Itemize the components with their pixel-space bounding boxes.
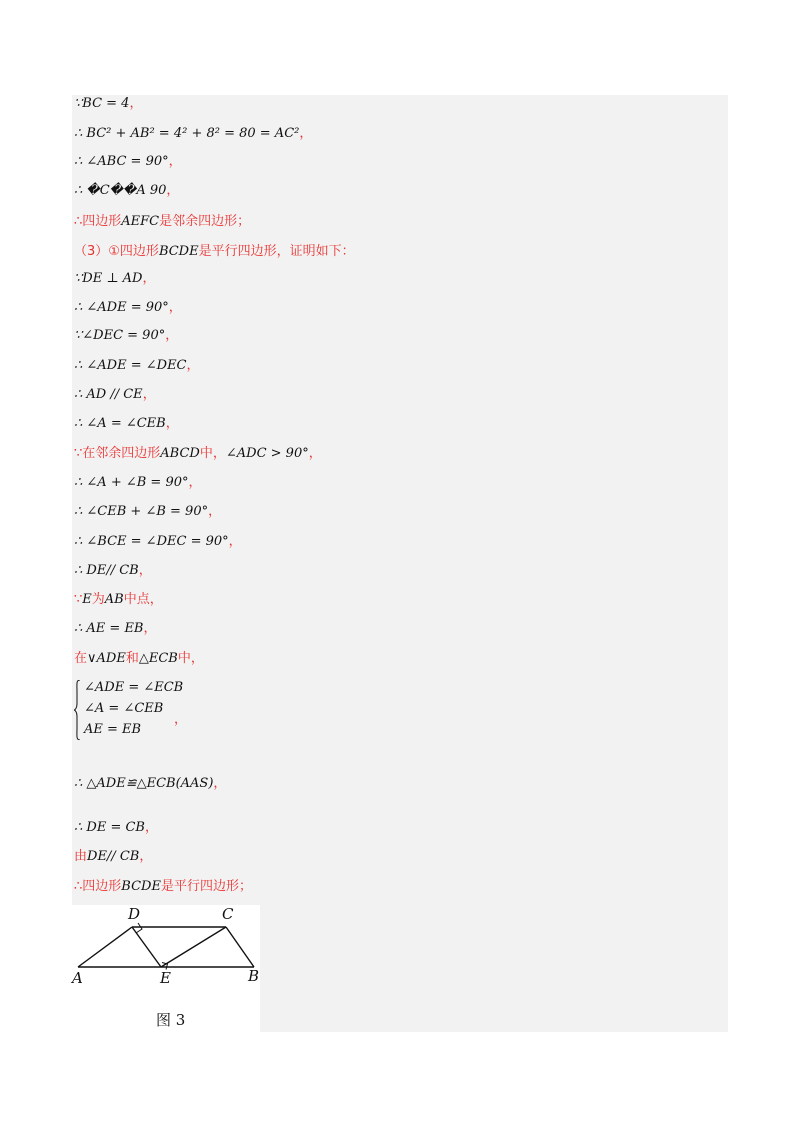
geometry-figure (72, 905, 260, 1032)
proof-line-2: ∴ BC² + AB² = 4² + 8² = 80 = AC²， (74, 126, 313, 141)
proof-line-17: ∴ DE// CB， (74, 563, 152, 578)
proof-line-7: ∵DE ⊥ AD， (74, 271, 156, 286)
proof-line-15: ∴ ∠CEB + ∠B = 90°， (74, 504, 222, 519)
proof-line-10: ∴ ∠ADE = ∠DEC， (74, 358, 200, 373)
proof-line-22: ∴ DE = CB， (74, 820, 158, 835)
label-b: B (248, 967, 260, 985)
proof-line-21: ∴ △ADE≌△ECB(AAS)， (74, 776, 227, 791)
left-brace-icon (74, 680, 80, 740)
proof-line-19: ∴ AE = EB， (74, 621, 157, 636)
proof-line-13: ∵在邻余四边形ABCD中，∠ADC > 90°， (74, 446, 322, 461)
proof-line-9: ∵∠DEC = 90°， (74, 328, 179, 343)
proof-line-24: ∴四边形BCDE是平行四边形； (74, 879, 252, 894)
label-a: A (72, 969, 83, 987)
proof-line-18: ∵E为AB中点， (74, 592, 163, 607)
system-row-3: AE = EB (84, 722, 142, 737)
equation-system (74, 678, 274, 744)
system-comma: ， (174, 712, 188, 727)
figure-caption: 图 3 (156, 1011, 186, 1029)
proof-line-11: ∴ AD // CE， (74, 387, 156, 402)
label-e: E (160, 969, 171, 987)
proof-line-5: ∴四边形AEFC是邻余四边形； (74, 214, 251, 229)
system-row-2: ∠A = ∠CEB (84, 701, 164, 716)
proof-line-6: （3）①四边形BCDE是平行四边形，证明如下： (74, 244, 355, 259)
label-d: D (128, 905, 141, 923)
proof-line-20: 在∨ADE和△ECB中， (74, 651, 204, 666)
system-row-1: ∠ADE = ∠ECB (84, 680, 184, 695)
proof-line-1: ∵BC = 4， (74, 96, 143, 111)
proof-line-14: ∴ ∠A + ∠B = 90°， (74, 475, 202, 490)
label-c: C (222, 905, 234, 923)
proof-line-23: 由DE// CB， (74, 849, 153, 864)
proof-line-16: ∴ ∠BCE = ∠DEC = 90°， (74, 534, 242, 549)
proof-line-4: ∴ �C��A 90， (74, 183, 180, 198)
proof-line-8: ∴ ∠ADE = 90°， (74, 300, 182, 315)
proof-line-3: ∴ ∠ABC = 90°， (74, 154, 182, 169)
proof-line-12: ∴ ∠A = ∠CEB， (74, 416, 179, 431)
